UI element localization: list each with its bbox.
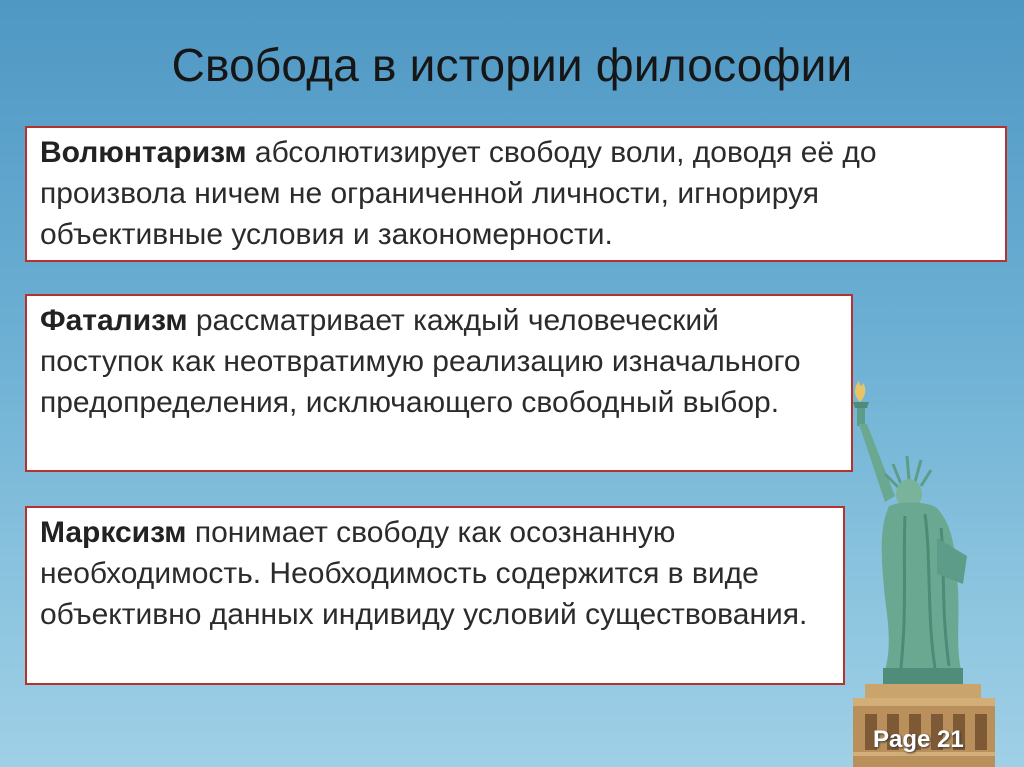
card-text: рассматривает каждый человеческий поступок как неотвратимую реализацию изначального предопределения, исключающего свободный выбор.	[40, 304, 801, 419]
card-text: понимает свободу как осознанную необходимость. Необходимость содержится в виде объективно данных индивиду условий существования.	[40, 516, 808, 631]
definition-card-marxism	[25, 506, 845, 685]
card-term: Марксизм	[40, 516, 187, 549]
card-term: Волюнтаризм	[40, 136, 247, 169]
card-term: Фатализм	[40, 304, 188, 337]
card-text: абсолютизирует свободу воли, доводя её до произвола ничем не ограниченной личности, игнорируя объективные условия и закономерности.	[40, 136, 877, 251]
definition-card-voluntarism	[25, 126, 1007, 262]
definition-card-fatalism	[25, 294, 853, 472]
statue-of-liberty-icon	[845, 378, 1024, 767]
slide-title: Свобода в истории философии	[171, 39, 853, 91]
page-number: Page 21	[873, 726, 964, 753]
